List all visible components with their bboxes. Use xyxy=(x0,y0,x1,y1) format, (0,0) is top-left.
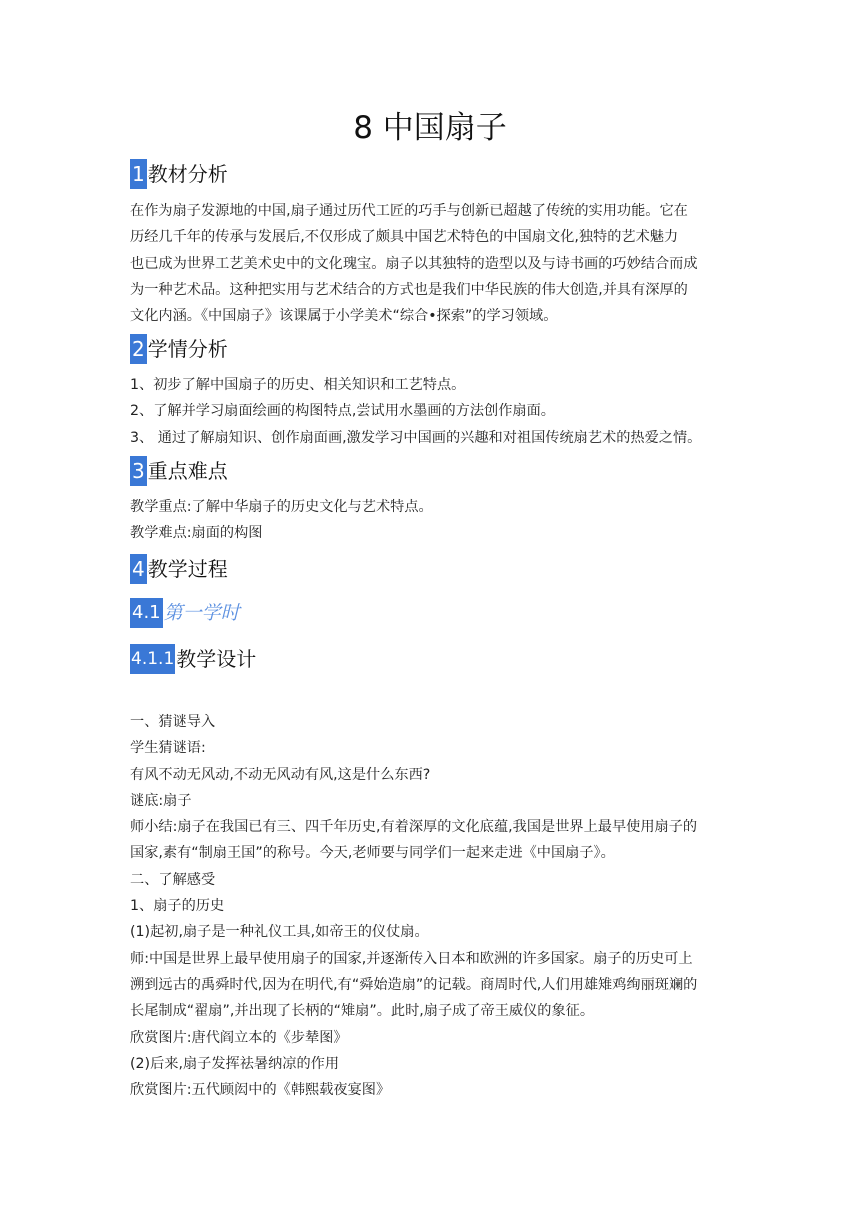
text-line: 谜底:扇子 xyxy=(130,792,192,809)
text-line: 教学重点:了解中华扇子的历史文化与艺术特点。 xyxy=(130,499,433,515)
text-line: (2)后来,扇子发挥祛暑纳凉的作用 xyxy=(130,1055,340,1072)
learner-analysis-list xyxy=(130,372,736,451)
heading-first-lesson xyxy=(130,598,240,628)
text-line: 国家,素有“制扇王国”的称号。今天,老师要与同学们一起来走进《中国扇子》。 xyxy=(130,845,615,862)
key-points-paragraph xyxy=(130,494,736,547)
heading-number: 2 xyxy=(130,334,147,364)
text-line: 一、猜谜导入 xyxy=(130,714,216,730)
text-line: 欣赏图片:唐代阎立本的《步辇图》 xyxy=(130,1029,348,1046)
text-line: 教学难点:扇面的构图 xyxy=(130,525,263,542)
text-line: 也已成为世界工艺美术史中的文化瑰宝。扇子以其独特的造型以及与诗书画的巧妙结合而成 xyxy=(130,255,698,272)
list-item: 3、 通过了解扇知识、创作扇面画,激发学习中国画的兴趣和对祖国传统扇艺术的热爱之情。 xyxy=(130,429,702,446)
heading-text: 教材分析 xyxy=(147,162,228,186)
heading-text: 第一学时 xyxy=(163,602,240,624)
text-line: 溯到远古的禹舜时代,因为在明代,有“舜始造扇”的记载。商周时代,人们用雄雉鸡绚丽斑斓的 xyxy=(130,976,698,993)
text-line: (1)起初,扇子是一种礼仪工具,如帝王的仪仗扇。 xyxy=(130,924,429,941)
document-title: 8 中国扇子 xyxy=(353,110,507,146)
heading-number: 1 xyxy=(130,159,147,189)
text-line: 欣赏图片:五代顾闳中的《韩熙载夜宴图》 xyxy=(130,1082,391,1099)
text-line: 历经几千年的传承与发展后,不仅形成了颇具中国艺术特色的中国扇文化,独特的艺术魅力 xyxy=(130,229,679,246)
text-line: 文化内涵。《中国扇子》该课属于小学美术“综合•探索”的学习领域。 xyxy=(130,308,558,325)
teaching-design-body xyxy=(130,709,736,1103)
text-line: 学生猜谜语: xyxy=(130,740,206,757)
list-item: 1、初步了解中国扇子的历史、相关知识和工艺特点。 xyxy=(130,377,466,393)
heading-key-points xyxy=(130,456,228,486)
heading-text: 教学过程 xyxy=(147,557,228,581)
heading-number: 4.1 xyxy=(130,598,163,628)
heading-text: 教学设计 xyxy=(176,647,257,671)
text-line: 有风不动无风动,不动无风动有风,这是什么东西? xyxy=(130,766,431,783)
list-item: 2、了解并学习扇面绘画的构图特点,尝试用水墨画的方法创作扇面。 xyxy=(130,403,555,420)
textbook-analysis-paragraph xyxy=(130,198,736,329)
text-line: 长尾制成“翟扇”,并出现了长柄的“雉扇”。此时,扇子成了帝王威仪的象征。 xyxy=(130,1003,595,1020)
heading-number: 4 xyxy=(130,554,147,584)
text-line: 二、了解感受 xyxy=(130,871,216,888)
heading-text: 重点难点 xyxy=(147,459,228,483)
heading-text: 学情分析 xyxy=(147,337,228,361)
text-line: 为一种艺术品。这种把实用与艺术结合的方式也是我们中华民族的伟大创造,并具有深厚的 xyxy=(130,281,688,298)
text-line: 师小结:扇子在我国已有三、四千年历史,有着深厚的文化底蕴,我国是世界上最早使用扇子的 xyxy=(130,819,698,836)
heading-number: 3 xyxy=(130,456,147,486)
text-line: 1、扇子的历史 xyxy=(130,898,225,915)
text-line: 在作为扇子发源地的中国,扇子通过历代工匠的巧手与创新已超越了传统的实用功能。它在 xyxy=(130,203,688,219)
heading-number: 4.1.1 xyxy=(130,644,175,674)
heading-teaching-design xyxy=(130,644,256,674)
heading-teaching-process xyxy=(130,554,228,584)
text-line: 师:中国是世界上最早使用扇子的国家,并逐渐传入日本和欧洲的许多国家。扇子的历史可上 xyxy=(130,950,693,967)
heading-textbook-analysis xyxy=(130,159,228,189)
heading-learner-analysis xyxy=(130,334,228,364)
